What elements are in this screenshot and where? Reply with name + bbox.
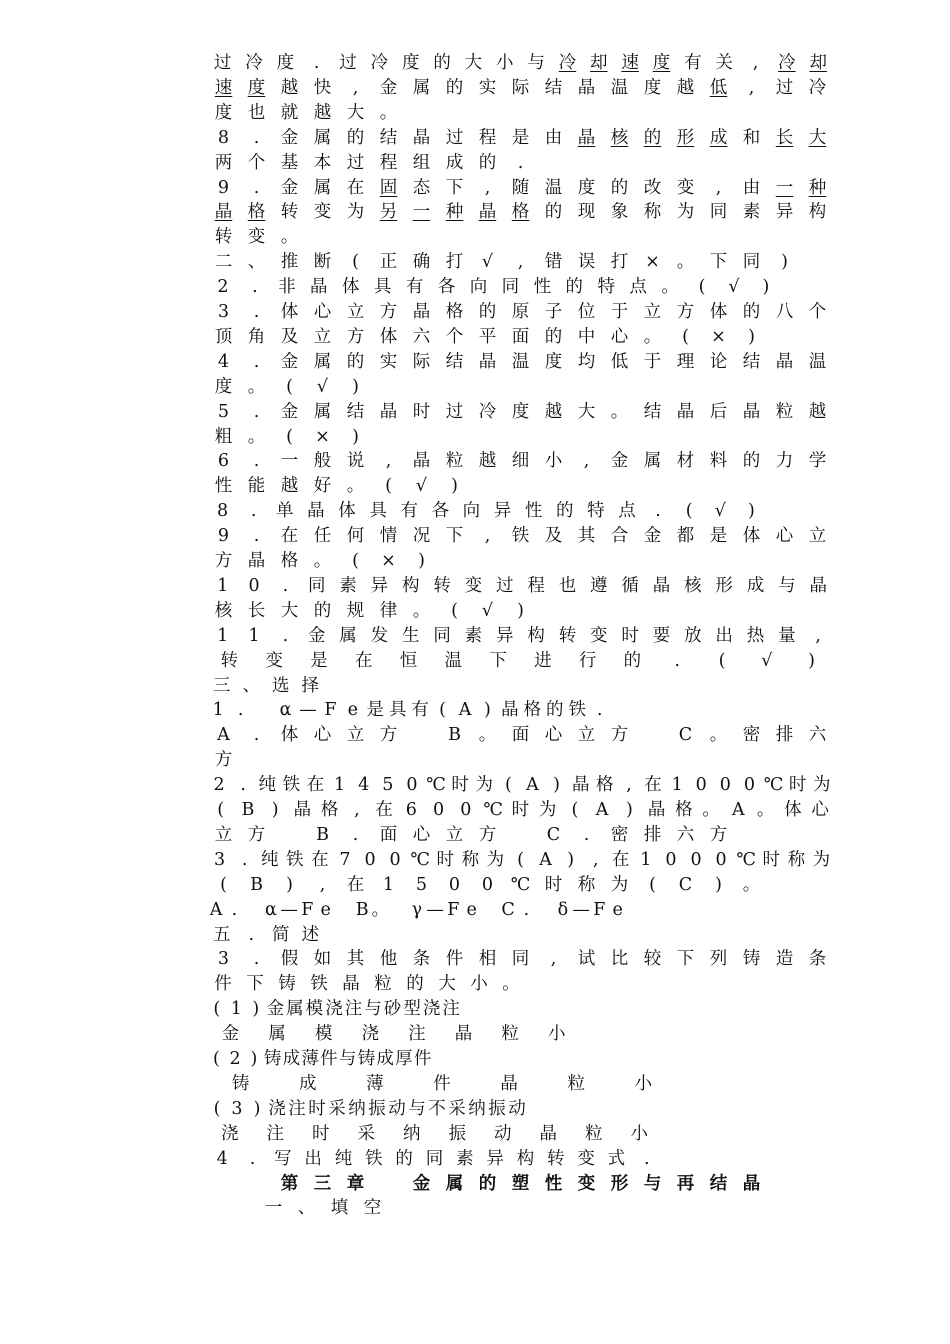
text-line: ( B ) , 在 1 5 0 0 ℃ 时 称 为 ( C ) 。: [220, 874, 761, 895]
text-line: 度 也 就 越 大 。: [214, 102, 398, 123]
text-line: ( 3 ) 浇 注 时 采 纳 振 动 与 不 采 纳 振 动: [213, 1098, 526, 1119]
text-line: 6 . 一 般 说 , 晶 粒 越 细 小 , 金 属 材 料 的 力 学: [217, 451, 827, 472]
text-line: 晶 格 转 变 为 另 一 种 晶 格 的 现 象 称 为 同 素 异 构: [214, 202, 827, 223]
text-line: 二 、 推 断 ( 正 确 打 √ , 错 误 打 × 。 下 同 ): [214, 252, 788, 273]
text-line: ( 1 ) 金 属 模 浇 注 与 砂 型 浇 注: [213, 999, 460, 1020]
text-line: 顶 角 及 立 方 体 六 个 平 面 的 中 心 。 ( × ): [214, 326, 755, 347]
text-line: 性 能 越 好 。 ( √ ): [214, 476, 458, 497]
text-line: 1 . α — F e 是 具 有 ( A ) 晶 格 的 铁 .: [212, 700, 603, 721]
text-line: A . α — F e B 。 γ — F e C . δ — F e: [209, 899, 623, 920]
text-line: A . 体 心 立 方 B 。 面 心 立 方 C 。 密 排 六: [217, 725, 827, 746]
text-line: 2 . 纯 铁 在 1 4 5 0 ℃ 时 为 ( A ) 晶 格 , 在 1 0 0 0 ℃ 时 为: [213, 775, 831, 796]
text-line: 金 属 模 浇 注 晶 粒 小: [221, 1024, 566, 1045]
text-line: 铸 成 薄 件 晶 粒 小: [231, 1073, 653, 1094]
text-line: ( 2 ) 铸成薄件与铸成厚件: [212, 1049, 432, 1069]
text-line: 过 冷 度 . 过 冷 度 的 大 小 与 冷 却 速 度 有 关 , 冷 却: [213, 53, 827, 73]
text-line: 3 . 体 心 立 方 晶 格 的 原 子 位 于 立 方 体 的 八 个: [217, 302, 827, 322]
text-line: 5 . 金 属 结 晶 时 过 冷 度 越 大 。 结 晶 后 晶 粒 越: [217, 401, 827, 422]
text-line: 转 变 。: [214, 227, 299, 248]
text-line: 浇 注 时 采 纳 振 动 晶 粒 小: [221, 1123, 648, 1144]
text-line: ( B ) 晶 格 , 在 6 0 0 ℃ 时 为 ( A ) 晶 格 。 A 。 体 心: [217, 800, 829, 820]
text-line: 件 下 铸 铁 晶 粒 的 大 小 。: [214, 974, 520, 995]
text-line: 一 、 填 空: [264, 1198, 382, 1219]
text-line: 方 晶 格 。 ( × ): [214, 551, 425, 571]
text-line: 立 方 B . 面 心 立 方 C . 密 排 六 方: [214, 824, 728, 845]
text-line: 1 1 . 金 属 发 生 同 素 异 构 转 变 时 要 放 出 热 量 ,: [217, 625, 821, 646]
text-line: 核 长 大 的 规 律 。 ( √ ): [214, 600, 524, 621]
text-line: 2 . 非 晶 体 具 有 各 向 同 性 的 特 点 。 ( √ ): [217, 277, 770, 298]
text-line: 速 度 越 快 , 金 属 的 实 际 结 晶 温 度 越 低 , 过 冷: [214, 77, 827, 98]
text-line: 转 变 是 在 恒 温 下 进 行 的 . ( √ ): [220, 650, 815, 671]
text-line: 9 . 金 属 在 固 态 下 , 随 温 度 的 改 变 , 由 一 种: [217, 177, 827, 198]
text-line: 1 0 . 同 素 异 构 转 变 过 程 也 遵 循 晶 核 形 成 与 晶: [217, 575, 827, 596]
text-line: 度 。 ( √ ): [214, 376, 359, 397]
text-line: 两 个 基 本 过 程 组 成 的 .: [214, 152, 524, 173]
text-line: 三 、 选 择: [213, 675, 319, 696]
text-line: 3 . 纯 铁 在 7 0 0 ℃ 时 称 为 ( A ) , 在 1 0 0 0 ℃ 时 称 为: [213, 849, 831, 870]
text-line: 4 . 金 属 的 实 际 结 晶 温 度 均 低 于 理 论 结 晶 温: [217, 351, 827, 372]
text-line: 9 . 在 任 何 情 况 下 , 铁 及 其 合 金 都 是 体 心 立: [217, 526, 827, 547]
text-line: 方: [214, 750, 233, 771]
text-line: 8 . 金 属 的 结 晶 过 程 是 由 晶 核 的 形 成 和 长 大: [217, 127, 827, 148]
text-line: 8 . 单 晶 体 具 有 各 向 异 性 的 特 点 . ( √ ): [216, 501, 755, 522]
text-line: 五 . 简 述: [213, 924, 319, 945]
text-line: 3 . 假 如 其 他 条 件 相 同 , 试 比 较 下 列 铸 造 条: [217, 949, 827, 970]
text-line: 第 三 章 金 属 的 塑 性 变 形 与 再 结 晶: [280, 1173, 761, 1194]
text-line: 粗 。 ( × ): [214, 426, 359, 447]
text-line: 4 . 写 出 纯 铁 的 同 素 异 构 转 变 式 .: [216, 1148, 650, 1169]
